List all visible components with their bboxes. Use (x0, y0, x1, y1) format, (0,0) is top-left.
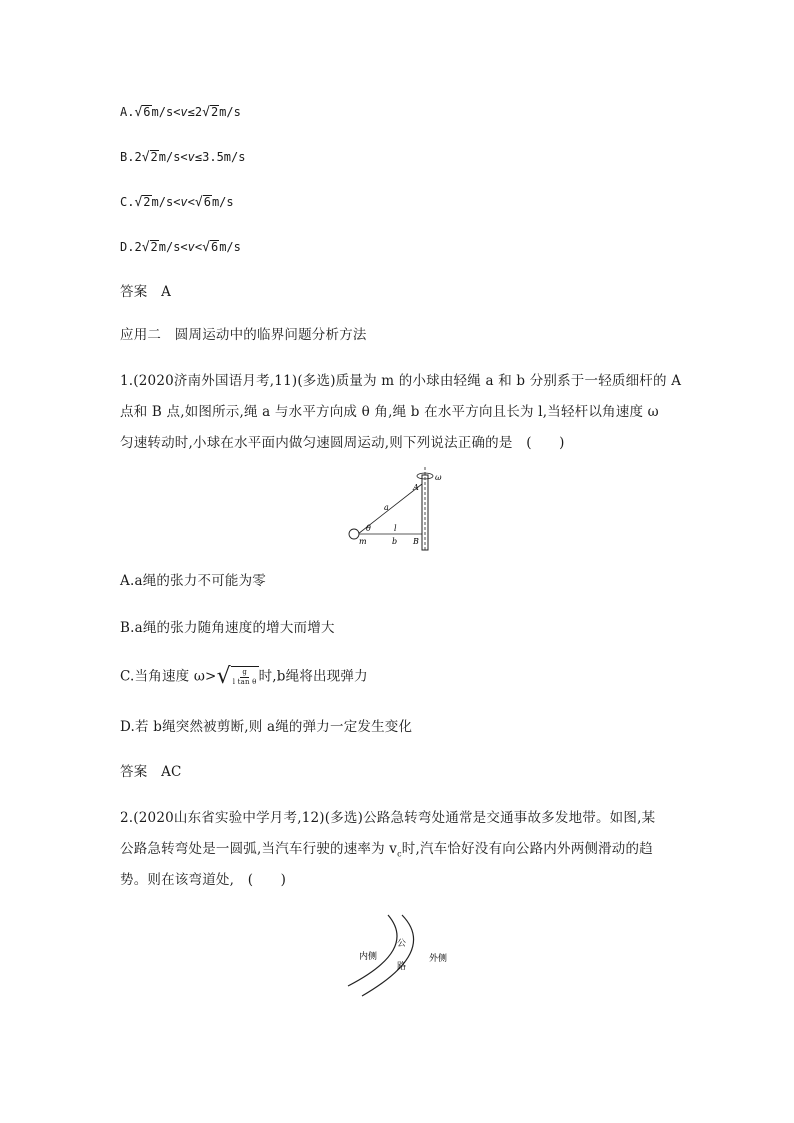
outer-side-label: 外侧 (429, 954, 448, 964)
inner-side-label: 内侧 (359, 952, 378, 962)
string-a-label: a (384, 503, 389, 512)
option-a-top: A.√6m/s<v≤2√2m/s (120, 105, 241, 120)
q1-option-c: C.当角速度 ω> √ $\frac{g}{\text{l tan θ}}$ 时,b绳将出现弹力 (120, 664, 368, 689)
point-a-label: A (413, 483, 419, 492)
q1-line-1: 1.(2020济南外国语月考,11)(多选)质量为 m 的小球由轻绳 a 和 b 分别系于一轻质细杆的 A (120, 373, 682, 389)
road-label-1: 公 (397, 939, 407, 949)
road-label-2: 路 (397, 962, 407, 972)
theta-label: θ (366, 524, 371, 533)
road-inner-edge (348, 915, 397, 986)
option-b-top: B.2√2m/s<v≤3.5m/s (120, 150, 246, 165)
q1-figure (340, 465, 460, 555)
section-title: 应用二 圆周运动中的临界问题分析方法 (120, 327, 367, 343)
mass-label: m (359, 537, 367, 546)
q1-answer: 答案 AC (120, 764, 182, 780)
option-c-top: C.√2m/s<v<√6m/s (120, 195, 234, 210)
q2-line-2: 公路急转弯处是一圆弧,当汽车行驶的速率为 $v_c$时,汽车恰好没有向公路内外两侧滑动的趋 (120, 841, 653, 859)
q1-option-b: B.a绳的张力随角速度的增大而增大 (120, 620, 335, 636)
q2-line-1: 2.(2020山东省实验中学月考,12)(多选)公路急转弯处通常是交通事故多发地带。如图,某 (120, 810, 656, 826)
q2-line-3: 势。则在该弯道处, ( ) (120, 872, 287, 888)
ball (349, 529, 359, 539)
length-label: l (394, 524, 397, 533)
string-b-label: b (392, 537, 398, 546)
point-b-label: B (413, 537, 419, 546)
q1-option-a: A.a绳的张力不可能为零 (120, 573, 266, 589)
option-d-top: D.2√2m/s<v<√6m/s (120, 240, 241, 255)
q1-line-3: 匀速转动时,小球在水平面内做匀速圆周运动,则下列说法正确的是 ( ) (120, 435, 565, 451)
q1-line-2: 点和 B 点,如图所示,绳 a 与水平方向成 θ 角,绳 b 在水平方向且长为 l,当轻杆以角速度 ω (120, 404, 659, 420)
q1-option-d: D.若 b绳突然被剪断,则 a绳的弹力一定发生变化 (120, 719, 413, 735)
omega-label: ω (435, 473, 442, 482)
q2-road-figure (340, 912, 470, 1002)
answer-1: 答案 A (120, 284, 172, 300)
